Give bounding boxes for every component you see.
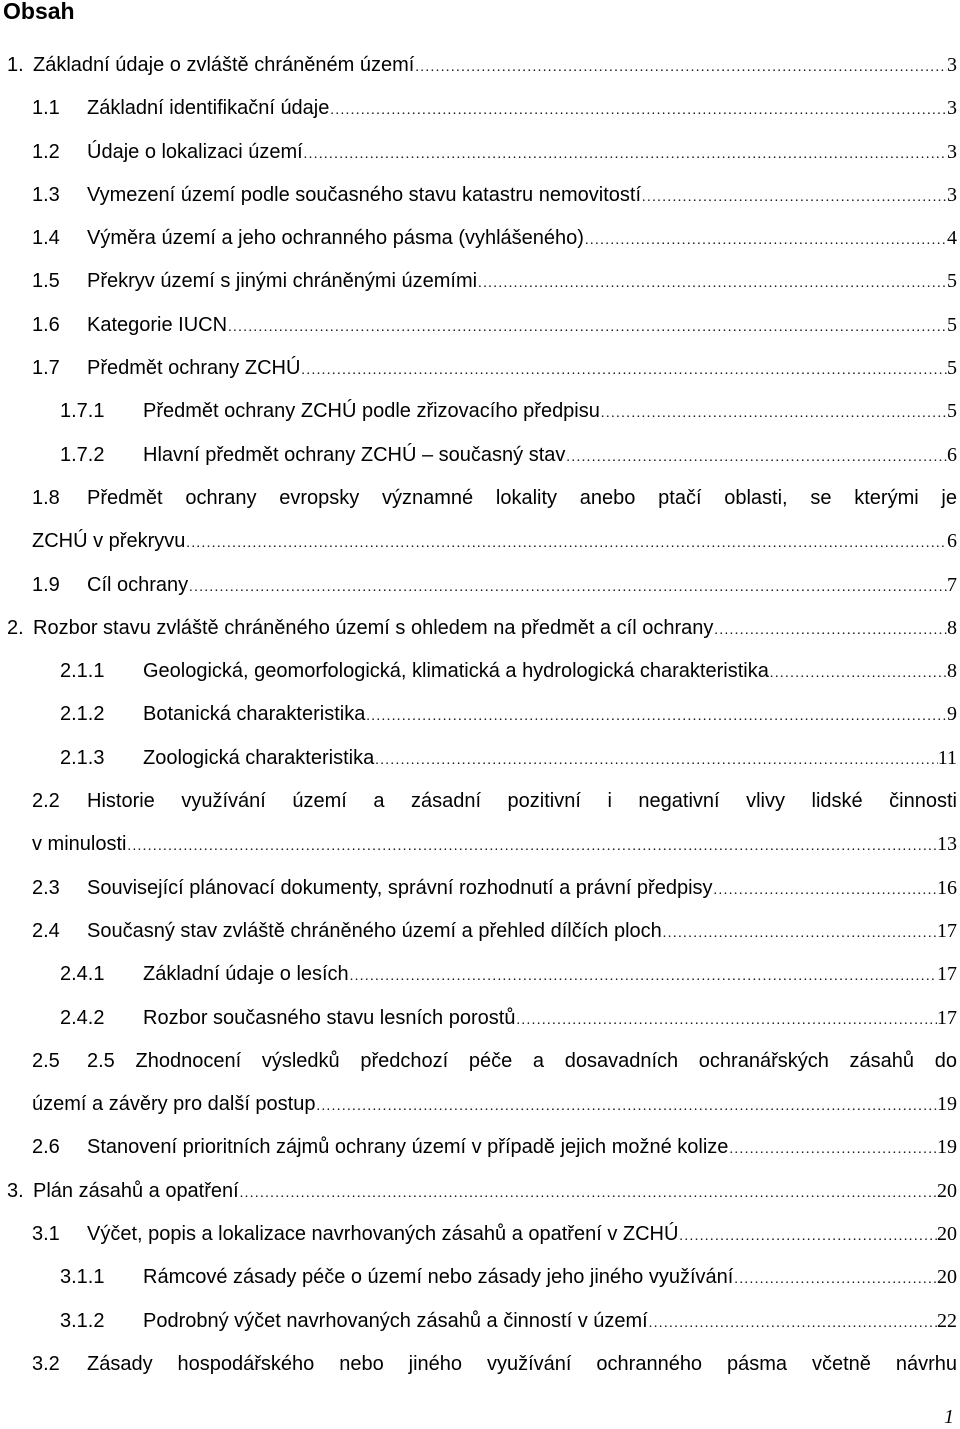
toc-dot-leader bbox=[600, 392, 947, 435]
toc-entry-page: 4 bbox=[947, 227, 957, 250]
toc-entry-title-continuation: v minulosti bbox=[32, 833, 127, 856]
toc-entry-title: Výměra území a jeho ochranného pásma (vyhlášeného) bbox=[87, 227, 584, 250]
toc-entry-title: Zásady hospodářského nebo jiného využívání ochranného pásma včetně návrhu bbox=[87, 1352, 957, 1375]
toc-entry-title: Související plánovací dokumenty, správní rozhodnutí a právní předpisy bbox=[87, 876, 713, 899]
toc-dot-leader bbox=[300, 349, 947, 392]
toc-entry-page: 6 bbox=[947, 443, 957, 466]
toc-entry-number: 2. bbox=[7, 616, 24, 639]
toc-entry bbox=[0, 347, 957, 390]
toc-entry-page: 8 bbox=[947, 660, 957, 683]
toc-entry-title: 2.5 Zhodnocení výsledků předchozí péče a dosavadních ochranářských zásahů do bbox=[87, 1049, 957, 1072]
toc-entry-page: 22 bbox=[937, 1309, 957, 1332]
toc-entry-number: 1.8 bbox=[32, 486, 60, 509]
toc-entry-title: Výčet, popis a lokalizace navrhovaných zásahů a opatření v ZCHÚ bbox=[87, 1223, 679, 1246]
toc-entry bbox=[0, 1126, 957, 1169]
toc-dot-leader bbox=[188, 566, 947, 609]
toc-dot-leader bbox=[584, 219, 947, 262]
toc-entry-page: 19 bbox=[937, 1093, 957, 1116]
toc-entry-page: 5 bbox=[947, 313, 957, 336]
toc-entry-number: 3.1.2 bbox=[60, 1309, 105, 1332]
toc-entry-number: 2.1.2 bbox=[60, 703, 105, 726]
toc-entry-number: 1.2 bbox=[32, 140, 60, 163]
toc-entry bbox=[0, 44, 957, 87]
toc-entry-page: 8 bbox=[947, 616, 957, 639]
toc-dot-leader bbox=[239, 1172, 937, 1215]
toc-dot-leader bbox=[329, 89, 947, 132]
toc-dot-leader bbox=[713, 869, 937, 912]
toc-entry-page: 3 bbox=[947, 183, 957, 206]
toc-entry bbox=[0, 390, 957, 433]
toc-entry-title: Základní identifikační údaje bbox=[87, 97, 330, 120]
toc-entry-continuation-line bbox=[0, 1083, 957, 1126]
toc-entry-title: Předmět ochrany ZCHÚ podle zřizovacího předpisu bbox=[143, 400, 600, 423]
page-number: 1 bbox=[944, 1406, 954, 1428]
toc-entry-page: 3 bbox=[947, 97, 957, 120]
toc-entry-title: Kategorie IUCN bbox=[87, 313, 228, 336]
toc-entry-title: Hlavní předmět ochrany ZCHÚ – současný stav bbox=[143, 443, 566, 466]
toc-entry-page: 5 bbox=[947, 357, 957, 380]
toc-entry bbox=[0, 564, 957, 607]
toc-entry-title: Údaje o lokalizaci území bbox=[87, 140, 303, 163]
toc-entry-number: 2.1.3 bbox=[60, 746, 105, 769]
toc-dot-leader bbox=[227, 306, 947, 349]
toc-entry bbox=[0, 131, 957, 174]
toc-entry bbox=[0, 260, 957, 303]
toc-entry-number: 3.1 bbox=[32, 1223, 60, 1246]
toc-dot-leader bbox=[728, 1128, 937, 1171]
toc-entry-number: 1.5 bbox=[32, 270, 60, 293]
toc-dot-leader bbox=[641, 176, 947, 219]
toc-dot-leader bbox=[374, 739, 938, 782]
toc-entry-title: Překryv území s jinými chráněnými územími bbox=[87, 270, 478, 293]
toc-entry-continuation-line bbox=[0, 823, 957, 866]
toc-entry bbox=[0, 477, 957, 520]
toc-entry-title: Současný stav zvláště chráněného území a přehled dílčích ploch bbox=[87, 919, 662, 942]
toc-entry bbox=[0, 1170, 957, 1213]
toc-dot-leader bbox=[414, 46, 947, 89]
toc-entry-title: Plán zásahů a opatření bbox=[33, 1179, 239, 1202]
toc-entry-page: 13 bbox=[937, 833, 957, 856]
toc-dot-leader bbox=[515, 999, 937, 1042]
toc-entry-page: 17 bbox=[937, 1006, 957, 1029]
toc-entry-number: 2.6 bbox=[32, 1136, 60, 1159]
toc-entry-title: Rámcové zásady péče o území nebo zásady jeho jiného využívání bbox=[143, 1266, 734, 1289]
toc-entry bbox=[0, 434, 957, 477]
toc-entry-number: 1.9 bbox=[32, 573, 60, 596]
toc-entry-page: 5 bbox=[947, 270, 957, 293]
toc-entry-continuation-line bbox=[0, 520, 957, 563]
toc-entry bbox=[0, 1040, 957, 1083]
toc-entry-page: 6 bbox=[947, 530, 957, 553]
toc-dot-leader bbox=[349, 955, 937, 998]
toc-entry-page: 9 bbox=[947, 703, 957, 726]
toc-entry bbox=[0, 953, 957, 996]
toc-entry-number: 2.2 bbox=[32, 790, 60, 813]
page-title: Obsah bbox=[3, 0, 75, 24]
toc-entry bbox=[0, 304, 957, 347]
toc-entry-title: Předmět ochrany ZCHÚ bbox=[87, 357, 301, 380]
toc-entry-number: 1.7 bbox=[32, 357, 60, 380]
toc-entry-number: 2.1.1 bbox=[60, 660, 105, 683]
toc-dot-leader bbox=[565, 436, 947, 479]
toc-entry bbox=[0, 87, 957, 130]
toc-entry-title: Základní údaje o lesích bbox=[143, 963, 349, 986]
toc-entry-page: 17 bbox=[937, 963, 957, 986]
toc-entry-title: Základní údaje o zvláště chráněném území bbox=[33, 54, 415, 76]
toc-entry-title: Stanovení prioritních zájmů ochrany území v případě jejich možné kolize bbox=[87, 1136, 729, 1159]
toc-entry-number: 1.1 bbox=[32, 97, 60, 120]
toc-entry bbox=[0, 910, 957, 953]
toc-dot-leader bbox=[303, 133, 947, 176]
toc-entry-title: Rozbor současného stavu lesních porostů bbox=[143, 1006, 516, 1029]
toc-entry bbox=[0, 737, 957, 780]
toc-dot-leader bbox=[185, 522, 947, 565]
toc-entry-page: 20 bbox=[937, 1179, 957, 1202]
toc-entry-number: 2.4.2 bbox=[60, 1006, 105, 1029]
toc-entry bbox=[0, 174, 957, 217]
toc-entry bbox=[0, 217, 957, 260]
toc-entry-number: 3.2 bbox=[32, 1352, 60, 1375]
toc-entry-number: 1.6 bbox=[32, 313, 60, 336]
toc-entry-page: 16 bbox=[937, 876, 957, 899]
toc-entry-number: 1. bbox=[7, 54, 24, 76]
toc-entry-number: 3.1.1 bbox=[60, 1266, 105, 1289]
toc-entry-title: Botanická charakteristika bbox=[143, 703, 366, 726]
toc-entry-page: 19 bbox=[937, 1136, 957, 1159]
table-of-contents bbox=[0, 44, 957, 1386]
toc-entry-title: Zoologická charakteristika bbox=[143, 746, 375, 769]
toc-dot-leader bbox=[477, 262, 947, 305]
toc-entry bbox=[0, 607, 957, 650]
toc-dot-leader bbox=[365, 695, 947, 738]
toc-entry-number: 3. bbox=[7, 1179, 24, 1202]
toc-entry bbox=[0, 780, 957, 823]
toc-dot-leader bbox=[126, 825, 937, 868]
toc-entry-title: Předmět ochrany evropsky významné lokality anebo ptačí oblasti, se kterými je bbox=[87, 486, 957, 509]
toc-entry-number: 1.7.1 bbox=[60, 400, 105, 423]
toc-entry bbox=[0, 1213, 957, 1256]
toc-dot-leader bbox=[769, 652, 947, 695]
toc-entry-number: 2.5 bbox=[32, 1049, 60, 1072]
toc-entry-title: Cíl ochrany bbox=[87, 573, 189, 596]
toc-entry-page: 3 bbox=[947, 140, 957, 163]
toc-dot-leader bbox=[713, 609, 947, 652]
toc-dot-leader bbox=[315, 1085, 937, 1128]
toc-entry bbox=[0, 1300, 957, 1343]
toc-entry-title: Historie využívání území a zásadní pozitivní i negativní vlivy lidské činnosti bbox=[87, 790, 957, 813]
toc-entry-page: 11 bbox=[937, 746, 957, 769]
toc-entry bbox=[0, 1343, 957, 1386]
toc-entry-number: 2.4 bbox=[32, 919, 60, 942]
toc-entry-title: Podrobný výčet navrhovaných zásahů a činností v území bbox=[143, 1309, 648, 1332]
toc-entry-title-continuation: území a závěry pro další postup bbox=[32, 1093, 316, 1116]
toc-dot-leader bbox=[662, 912, 937, 955]
toc-entry-number: 1.7.2 bbox=[60, 443, 105, 466]
toc-entry bbox=[0, 693, 957, 736]
toc-entry-number: 2.3 bbox=[32, 876, 60, 899]
toc-entry bbox=[0, 997, 957, 1040]
toc-entry-page: 7 bbox=[947, 573, 957, 596]
toc-dot-leader bbox=[733, 1258, 937, 1301]
toc-entry-title-continuation: ZCHÚ v překryvu bbox=[32, 530, 186, 553]
toc-entry-number: 2.4.1 bbox=[60, 963, 105, 986]
toc-entry-number: 1.3 bbox=[32, 183, 60, 206]
toc-entry-title: Rozbor stavu zvláště chráněného území s ohledem na předmět a cíl ochrany bbox=[33, 616, 714, 639]
toc-entry-title: Geologická, geomorfologická, klimatická a hydrologická charakteristika bbox=[143, 660, 769, 683]
toc-entry-title: Vymezení území podle současného stavu katastru nemovitostí bbox=[87, 183, 641, 206]
toc-entry-number: 1.4 bbox=[32, 227, 60, 250]
toc-dot-leader bbox=[648, 1302, 937, 1345]
toc-entry-page: 5 bbox=[947, 400, 957, 423]
toc-entry-page: 17 bbox=[937, 919, 957, 942]
toc-entry bbox=[0, 867, 957, 910]
toc-entry bbox=[0, 650, 957, 693]
toc-entry bbox=[0, 1256, 957, 1299]
toc-entry-page: 20 bbox=[937, 1266, 957, 1289]
toc-dot-leader bbox=[678, 1215, 937, 1258]
toc-entry-page: 3 bbox=[947, 54, 957, 76]
toc-entry-page: 20 bbox=[937, 1223, 957, 1246]
